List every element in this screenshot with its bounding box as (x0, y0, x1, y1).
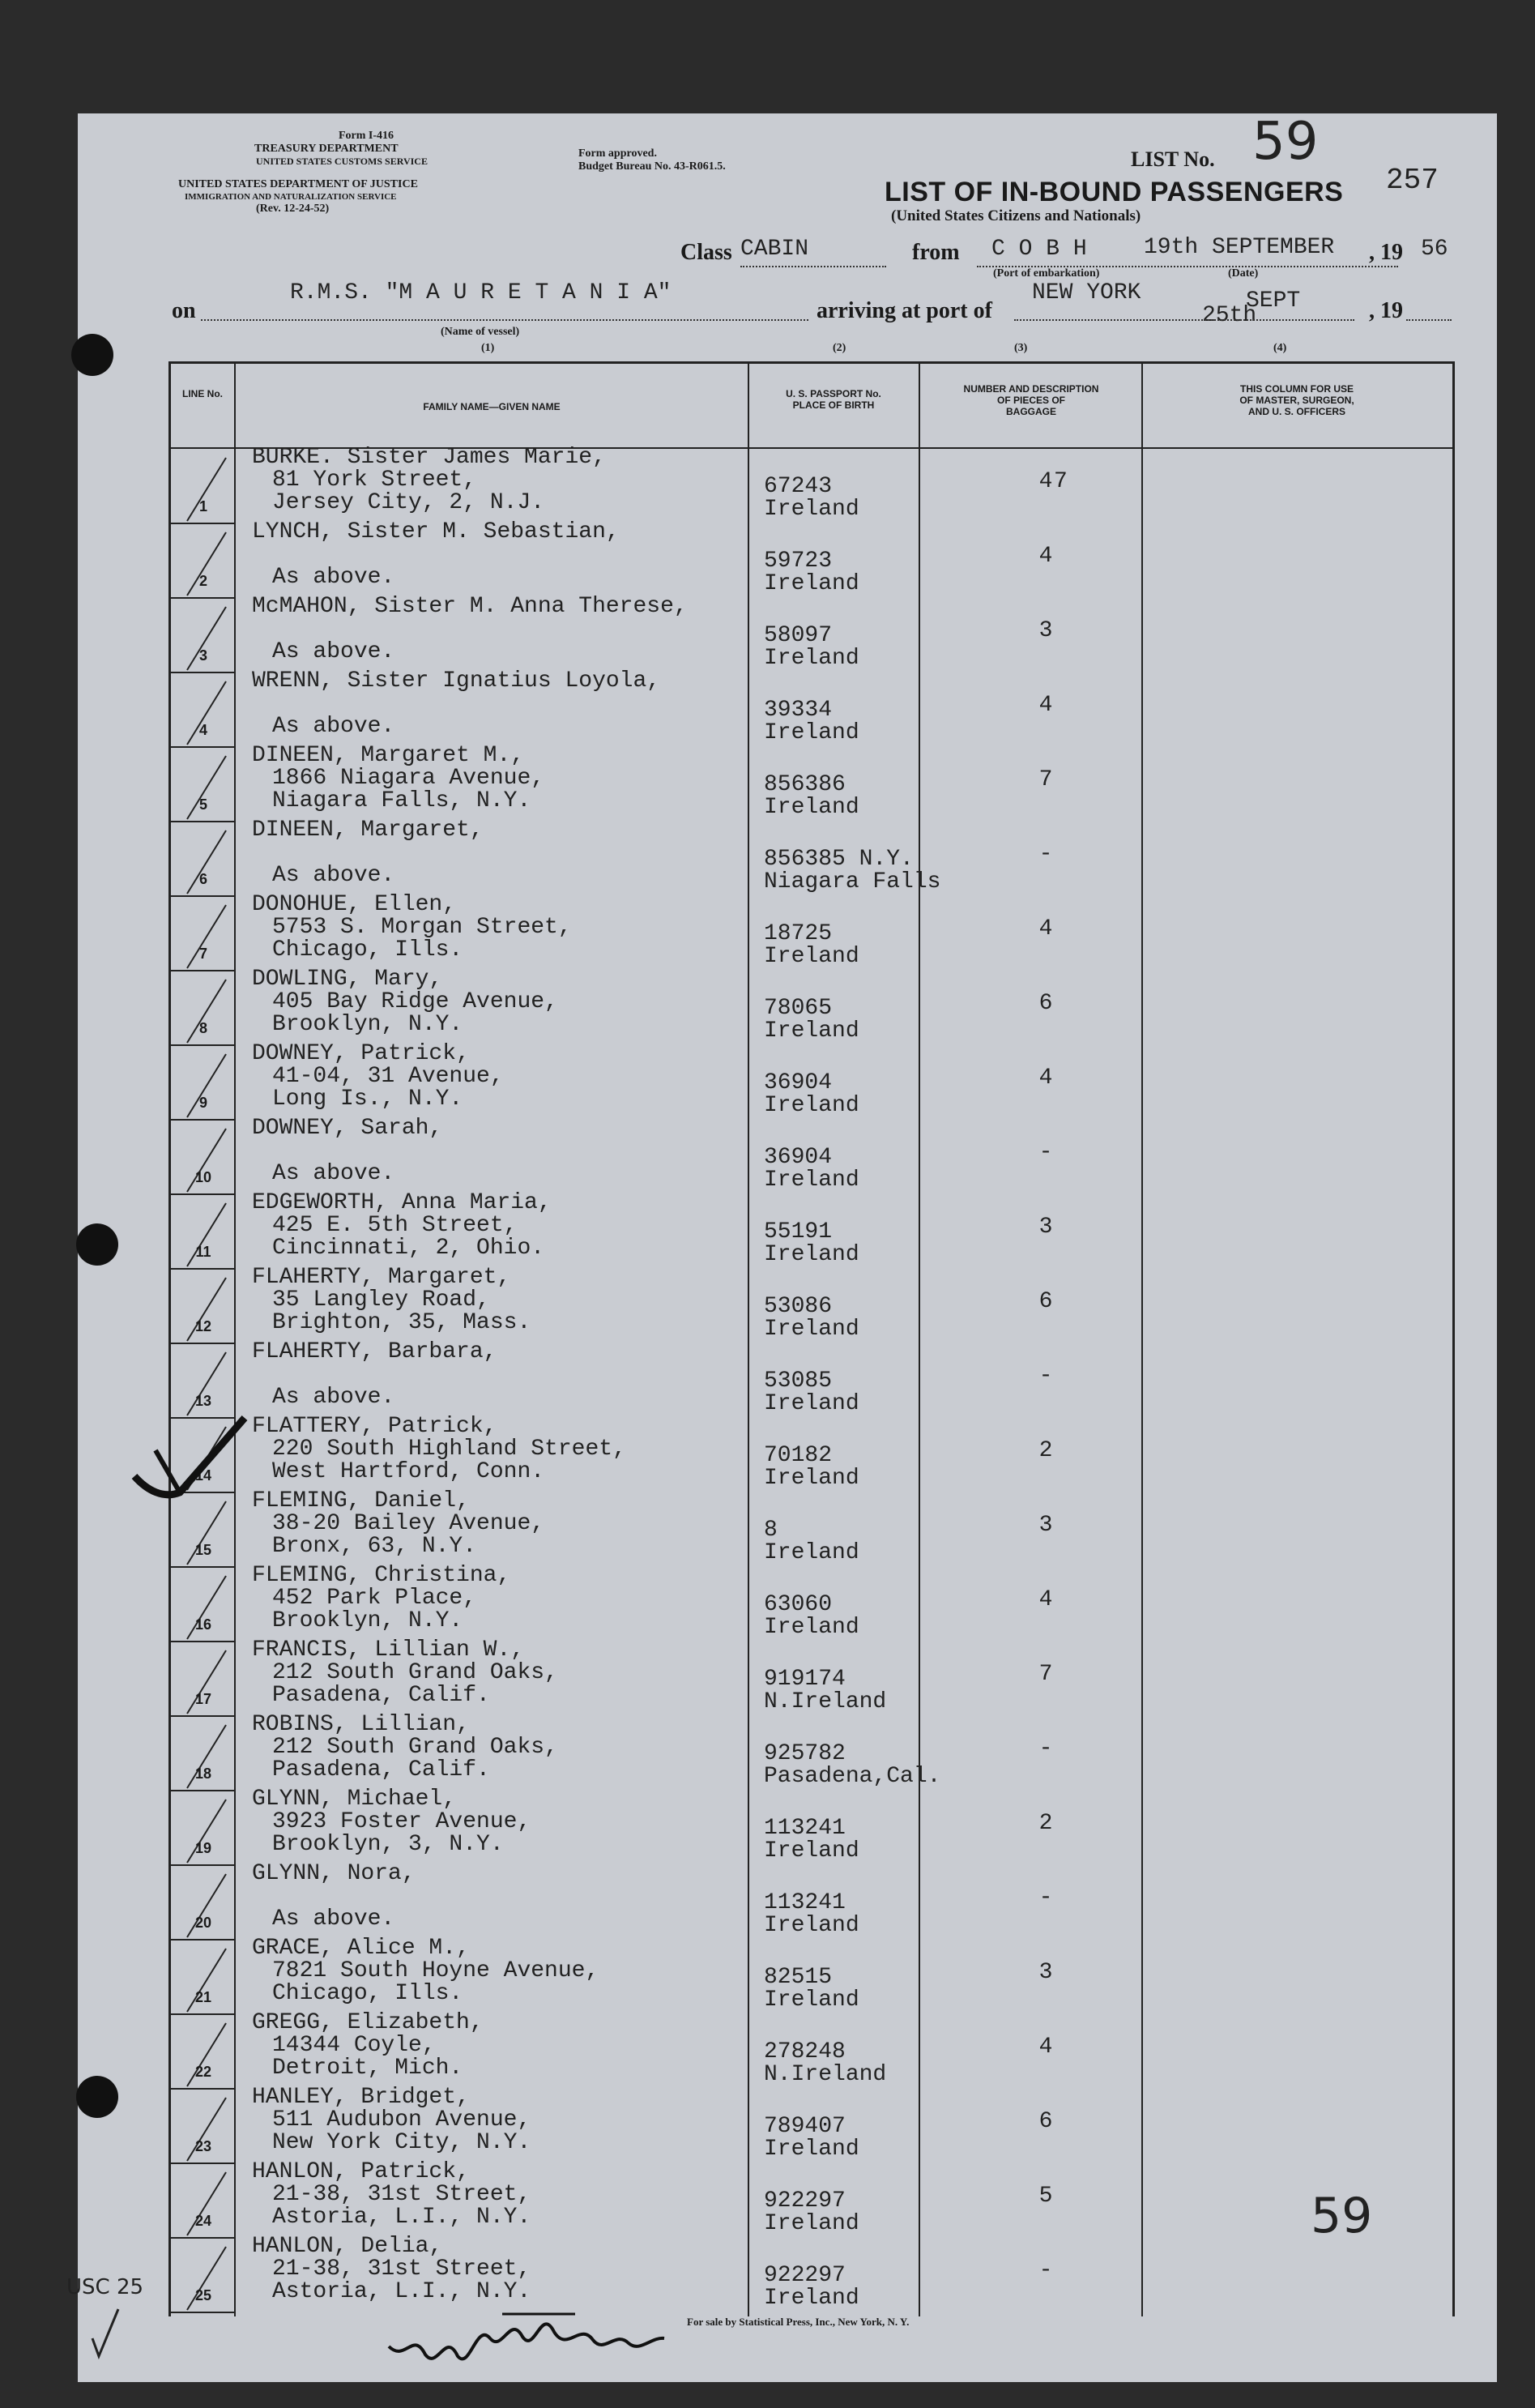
table-row (171, 1563, 1452, 1642)
passenger-name: BURKE. Sister James Marie, (252, 445, 606, 470)
place-of-birth: Ireland (764, 2211, 859, 2236)
place-of-birth: Ireland (764, 1615, 859, 1640)
table-row (171, 1116, 1452, 1195)
address-line-1: 452 Park Place, (272, 1586, 477, 1611)
arrival-year-prefix: , 19 (1369, 298, 1403, 323)
address-line-1: 511 Audubon Avenue, (272, 2107, 531, 2133)
table-row (171, 1041, 1452, 1121)
passport-number: 113241 (764, 1816, 846, 1841)
budget-bureau: Budget Bureau No. 43-R061.5. (578, 160, 726, 173)
passenger-name: ROBINS, Lillian, (252, 1712, 470, 1737)
embarkation-note: (Port of embarkation) (993, 267, 1100, 280)
passport-number: 922297 (764, 2188, 846, 2214)
passenger-name: HANLON, Patrick, (252, 2159, 470, 2184)
baggage-count: 4 (1038, 1587, 1053, 1612)
row14-arrow-mark (131, 1402, 253, 1515)
port-of-embarkation: C O B H (991, 237, 1087, 262)
table-row (171, 2010, 1452, 2090)
place-of-birth: Ireland (764, 1168, 859, 1193)
baggage-count: 4 (1038, 2034, 1053, 2060)
line-number: 5 (198, 796, 207, 813)
header-name (236, 401, 748, 412)
passenger-name: HANLON, Delia, (252, 2234, 443, 2259)
passport-number: 59723 (764, 549, 833, 574)
baggage-count: 6 (1038, 991, 1053, 1016)
passenger-name: FLAHERTY, Margaret, (252, 1265, 511, 1290)
arrival-month: SEPT (1246, 288, 1301, 314)
header-officers-line1: THIS COLUMN FOR USE (1240, 383, 1354, 395)
passport-number: 39334 (764, 698, 833, 723)
passport-number: 36904 (764, 1070, 833, 1095)
address-line-1: 38-20 Bailey Avenue, (272, 1511, 545, 1536)
passport-number: 856386 (764, 772, 846, 797)
class-fill-line (740, 266, 886, 267)
port-fill-line (1014, 319, 1354, 321)
address-line-1: 425 E. 5th Street, (272, 1213, 518, 1238)
address-line-2: Astoria, L.I., N.Y. (272, 2279, 531, 2304)
passenger-name: DINEEN, Margaret, (252, 818, 484, 843)
list-number-label: LIST No. (1131, 147, 1215, 171)
passport-number: 113241 (764, 1890, 846, 1915)
table-row (171, 2234, 1452, 2313)
passenger-name: WRENN, Sister Ignatius Loyola, (252, 668, 661, 694)
header-passport (749, 388, 918, 411)
address-line-2: Detroit, Mich. (272, 2056, 463, 2081)
place-of-birth: Ireland (764, 1838, 859, 1864)
address-line-2: Brooklyn, N.Y. (272, 1012, 463, 1037)
table-row (171, 1712, 1452, 1791)
on-label: on (172, 298, 196, 323)
passport-number: 67243 (764, 474, 833, 499)
header-baggage-line2: OF PIECES OF (996, 395, 1065, 406)
place-of-birth: Ireland (764, 795, 859, 820)
address-line-2: West Hartford, Conn. (272, 1459, 545, 1484)
table-row (171, 743, 1452, 822)
address-line-1: 212 South Grand Oaks, (272, 1660, 558, 1685)
place-of-birth: Ireland (764, 571, 859, 596)
form-revision: (Rev. 12-24-52) (256, 203, 330, 215)
vessel-note: (Name of vessel) (441, 326, 520, 338)
treasury-department: TREASURY DEPARTMENT (254, 143, 399, 155)
place-of-birth: Ireland (764, 1391, 859, 1416)
passport-number: 856385 N.Y. (764, 847, 914, 872)
table-row (171, 2159, 1452, 2239)
usc-marginal-note: USC 25 (66, 2275, 144, 2299)
passenger-name: DINEEN, Margaret M., (252, 743, 525, 768)
address-line-1: 41-04, 31 Avenue, (272, 1064, 504, 1089)
table-row (171, 668, 1452, 748)
address-line-2: As above. (272, 714, 395, 739)
address-line-1: 405 Bay Ridge Avenue, (272, 989, 558, 1014)
line-number: 6 (198, 871, 207, 887)
line-number: 24 (194, 2213, 212, 2229)
place-of-birth: N.Ireland (764, 1689, 887, 1714)
address-line-1: 5753 S. Morgan Street, (272, 915, 572, 940)
line-number: 18 (194, 1765, 212, 1782)
table-row (171, 818, 1452, 897)
passport-number: 55191 (764, 1219, 833, 1245)
form-number: Form I-416 (339, 130, 394, 142)
punch-hole-middle (76, 1223, 118, 1266)
header-officers (1143, 383, 1451, 417)
table-row (171, 967, 1452, 1046)
passport-number: 922297 (764, 2263, 846, 2288)
baggage-count: - (1038, 1885, 1053, 1911)
passenger-name: McMAHON, Sister M. Anna Therese, (252, 594, 688, 619)
line-number: 2 (198, 573, 207, 589)
baggage-count: 4 (1038, 469, 1053, 494)
table-row (171, 519, 1452, 599)
baggage-count: - (1038, 842, 1053, 867)
address-line-1: 1866 Niagara Avenue, (272, 766, 545, 791)
baggage-count: 3 (1038, 1960, 1053, 1985)
baggage-count: 4 (1038, 544, 1053, 569)
place-of-birth: Ireland (764, 2286, 859, 2311)
line-number: 14 (194, 1467, 212, 1484)
year-value: 56 (1421, 237, 1448, 262)
passport-number: 70182 (764, 1443, 833, 1468)
arriving-label: arriving at port of (817, 298, 992, 323)
arrival-port: NEW YORK (1032, 280, 1141, 305)
table-row (171, 1488, 1452, 1568)
address-line-2: As above. (272, 1906, 395, 1932)
manifest-title: LIST OF IN-BOUND PASSENGERS (885, 177, 1344, 207)
passport-number: 18725 (764, 921, 833, 946)
row-separator (171, 2312, 236, 2313)
header-baggage (921, 383, 1141, 417)
passenger-name: GLYNN, Nora, (252, 1861, 416, 1886)
passenger-name: FLATTERY, Patrick, (252, 1414, 497, 1439)
justice-department: UNITED STATES DEPARTMENT OF JUSTICE (178, 178, 418, 190)
address-line-2: As above. (272, 639, 395, 664)
passport-number: 36904 (764, 1145, 833, 1170)
line-number: 20 (194, 1915, 212, 1931)
line-number: 11 (195, 1244, 211, 1260)
list-number-value: 59 (1252, 112, 1319, 172)
line-number: 1 (198, 498, 207, 514)
column-index-1: (1) (481, 342, 495, 354)
year-prefix: , 19 (1369, 240, 1403, 265)
address-line-2: Cincinnati, 2, Ohio. (272, 1236, 545, 1261)
passenger-name: FLEMING, Christina, (252, 1563, 511, 1588)
arrival-year-fill-line (1406, 319, 1452, 321)
address-line-2: Brooklyn, 3, N.Y. (272, 1832, 504, 1857)
address-line-2: Jersey City, 2, N.J. (272, 490, 545, 515)
table-row (171, 1265, 1452, 1344)
passenger-name: LYNCH, Sister M. Sebastian, (252, 519, 620, 544)
address-line-2: As above. (272, 1161, 395, 1186)
line-number: 21 (194, 1989, 212, 2005)
address-line-2: Bronx, 63, N.Y. (272, 1534, 477, 1559)
table-row (171, 1637, 1452, 1717)
passenger-name: FLAHERTY, Barbara, (252, 1339, 497, 1364)
address-line-2: Chicago, Ills. (272, 1981, 463, 2006)
line-number: 3 (198, 647, 207, 664)
total-annotation: 59 (1311, 2188, 1373, 2244)
baggage-count: 6 (1038, 2109, 1053, 2134)
passport-number: 789407 (764, 2114, 846, 2139)
place-of-birth: Ireland (764, 1317, 859, 1342)
header-line-no (174, 388, 231, 399)
line-number: 9 (198, 1095, 207, 1111)
passport-number: 63060 (764, 1592, 833, 1617)
address-line-1: 81 York Street, (272, 468, 477, 493)
address-line-1: 212 South Grand Oaks, (272, 1735, 558, 1760)
column-index-4: (4) (1273, 342, 1287, 354)
place-of-birth: Ireland (764, 2137, 859, 2162)
line-number: 13 (194, 1393, 212, 1409)
passport-number: 82515 (764, 1965, 833, 1990)
table-row (171, 1339, 1452, 1419)
line-number: 12 (194, 1318, 212, 1334)
table-row (171, 2085, 1452, 2164)
place-of-birth: Ireland (764, 1242, 859, 1267)
line-number: 22 (194, 2064, 212, 2080)
page-number: 257 (1386, 164, 1439, 197)
address-line-1: 21-38, 31st Street, (272, 2182, 531, 2207)
baggage-count: 4 (1038, 693, 1053, 718)
from-label: from (912, 240, 960, 265)
address-line-1: 3923 Foster Avenue, (272, 1809, 531, 1834)
place-of-birth: Ireland (764, 1540, 859, 1565)
baggage-count: 5 (1038, 2184, 1053, 2209)
passenger-table (168, 361, 1455, 2316)
line-number: 4 (198, 722, 207, 738)
passport-number: 925782 (764, 1741, 846, 1766)
vessel-fill-line (201, 319, 808, 321)
punch-hole-bottom (76, 2076, 118, 2118)
baggage-count: 3 (1038, 1513, 1053, 1538)
date-note: (Date) (1228, 267, 1259, 280)
punch-hole-top (71, 334, 113, 376)
table-row (171, 445, 1452, 524)
header-line-no-text: LINE No. (182, 388, 223, 399)
address-line-1: 14344 Coyle, (272, 2033, 436, 2058)
header-passport-line2: PLACE OF BIRTH (792, 399, 875, 411)
baggage-count: 2 (1038, 1438, 1053, 1463)
line-number: 17 (194, 1691, 212, 1707)
table-row (171, 1787, 1452, 1866)
form-approved: Form approved. (578, 147, 657, 160)
place-of-birth: Niagara Falls (764, 869, 941, 894)
margin-check-mark (89, 2306, 122, 2363)
address-line-2: Pasadena, Calif. (272, 1683, 490, 1708)
vessel-name: R.M.S. "M A U R E T A N I A" (290, 280, 672, 305)
header-officers-line2: OF MASTER, SURGEON, (1239, 395, 1354, 406)
arrival-day: 25th (1202, 303, 1257, 328)
table-row (171, 892, 1452, 971)
address-line-2: As above. (272, 863, 395, 888)
place-of-birth: Ireland (764, 1018, 859, 1044)
address-line-1: 7821 South Hoyne Avenue, (272, 1958, 599, 1983)
departure-date: 19th SEPTEMBER (1144, 235, 1335, 260)
passenger-name: EDGEWORTH, Anna Maria, (252, 1190, 552, 1215)
passenger-name: HANLEY, Bridget, (252, 2085, 470, 2110)
clerk-signature (381, 2290, 672, 2379)
passenger-name: FRANCIS, Lillian W., (252, 1637, 525, 1663)
address-line-2: Chicago, Ills. (272, 937, 463, 963)
passport-number: 278248 (764, 2039, 846, 2064)
line-number: 16 (194, 1616, 212, 1633)
address-line-1: 220 South Highland Street, (272, 1437, 626, 1462)
line-number: 10 (194, 1169, 212, 1185)
baggage-count: 7 (1038, 1662, 1053, 1687)
passport-number: 919174 (764, 1667, 846, 1692)
passenger-name: GRACE, Alice M., (252, 1936, 470, 1961)
address-line-1: 35 Langley Road, (272, 1287, 490, 1313)
baggage-count: 3 (1038, 618, 1053, 643)
table-row (171, 1936, 1452, 2015)
place-of-birth: Ireland (764, 720, 859, 745)
address-line-2: As above. (272, 565, 395, 590)
address-line-2: Niagara Falls, N.Y. (272, 788, 531, 813)
table-row (171, 1414, 1452, 1493)
line-number: 8 (198, 1020, 207, 1036)
baggage-count: 4 (1038, 916, 1053, 941)
address-line-2: Brooklyn, N.Y. (272, 1608, 463, 1633)
passport-number: 58097 (764, 623, 833, 648)
header-baggage-line3: BAGGAGE (1005, 406, 1056, 417)
passport-number: 8 (764, 1518, 778, 1543)
baggage-count: - (1038, 1736, 1053, 1761)
passport-number: 53085 (764, 1368, 833, 1394)
printer-credit: For sale by Statistical Press, Inc., New York, N. Y. (687, 2316, 910, 2328)
place-of-birth: Ireland (764, 1913, 859, 1938)
address-line-2: Long Is., N.Y. (272, 1087, 463, 1112)
address-line-2: As above. (272, 1385, 395, 1410)
address-line-2: New York City, N.Y. (272, 2130, 531, 2155)
passenger-name: DOWLING, Mary, (252, 967, 443, 992)
passenger-name: DONOHUE, Ellen, (252, 892, 457, 917)
baggage-count: - (1038, 1364, 1053, 1389)
passenger-name: GREGG, Elizabeth, (252, 2010, 484, 2035)
place-of-birth: Ireland (764, 1466, 859, 1491)
baggage-count-extra: 7 (1054, 469, 1068, 494)
passport-number: 78065 (764, 996, 833, 1021)
place-of-birth: Ireland (764, 497, 859, 522)
line-number: 15 (194, 1542, 212, 1558)
passenger-name: DOWNEY, Sarah, (252, 1116, 443, 1141)
line-number: 19 (194, 1840, 212, 1856)
header-passport-line1: U. S. PASSPORT No. (786, 388, 881, 399)
passenger-name: DOWNEY, Patrick, (252, 1041, 470, 1066)
manifest-subtitle: (United States Citizens and Nationals) (891, 207, 1141, 224)
header-name-text: FAMILY NAME—GIVEN NAME (423, 401, 561, 412)
baggage-count: - (1038, 2258, 1053, 2283)
baggage-count: - (1038, 1140, 1053, 1165)
place-of-birth: Pasadena,Cal. (764, 1764, 941, 1789)
baggage-count: 6 (1038, 1289, 1053, 1314)
table-row (171, 1190, 1452, 1270)
line-number: 23 (194, 2138, 212, 2154)
place-of-birth: N.Ireland (764, 2062, 887, 2087)
place-of-birth: Ireland (764, 944, 859, 969)
address-line-1: 21-38, 31st Street, (272, 2256, 531, 2282)
baggage-count: 7 (1038, 767, 1053, 792)
baggage-count: 4 (1038, 1065, 1053, 1091)
header-officers-line3: AND U. S. OFFICERS (1247, 406, 1345, 417)
customs-service: UNITED STATES CUSTOMS SERVICE (256, 156, 428, 167)
column-index-3: (3) (1014, 342, 1028, 354)
table-row (171, 1861, 1452, 1940)
place-of-birth: Ireland (764, 646, 859, 671)
address-line-2: Astoria, L.I., N.Y. (272, 2205, 531, 2230)
table-row (171, 594, 1452, 673)
immigration-service: IMMIGRATION AND NATURALIZATION SERVICE (185, 192, 397, 202)
passenger-name: GLYNN, Michael, (252, 1787, 457, 1812)
line-number: 7 (198, 946, 207, 962)
passenger-name: FLEMING, Daniel, (252, 1488, 470, 1514)
class-value: CABIN (740, 237, 809, 262)
address-line-2: Pasadena, Calif. (272, 1757, 490, 1783)
line-number: 25 (194, 2287, 212, 2303)
address-line-2: Brighton, 35, Mass. (272, 1310, 531, 1335)
place-of-birth: Ireland (764, 1987, 859, 2013)
column-index-2: (2) (833, 342, 846, 354)
passport-number: 53086 (764, 1294, 833, 1319)
baggage-count: 3 (1038, 1215, 1053, 1240)
class-label: Class (680, 240, 732, 265)
header-baggage-line1: NUMBER AND DESCRIPTION (963, 383, 1099, 395)
place-of-birth: Ireland (764, 1093, 859, 1118)
baggage-count: 2 (1038, 1811, 1053, 1836)
